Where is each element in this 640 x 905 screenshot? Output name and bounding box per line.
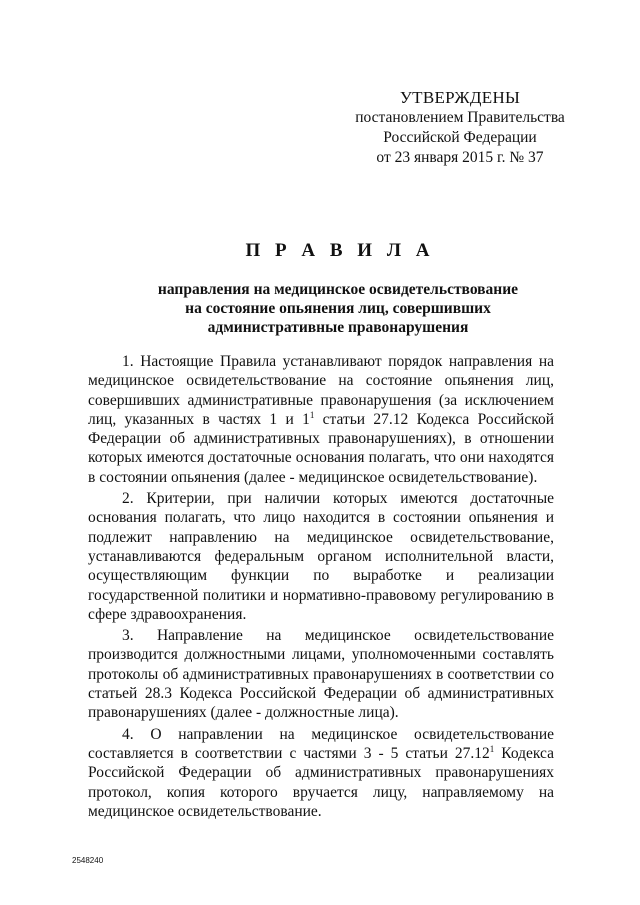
paragraph-4-part-b: Кодекса Российской Федерации об административных правонарушениях протокол, копия которого вручается лицу, направляемому на медицинское освидетельствование. — [88, 744, 555, 820]
paragraph-1-part-a: 1. Настоящие Правила устанавливают порядок направления на медицинское освидетельствование на состояние опьянения лиц, совершивших административные правонарушения (за исключением лиц, указанных в частях 1 и 1 — [88, 353, 554, 428]
paragraph-3: 3. Направление на медицинское освидетельствование производится должностными лицами, уполномоченными составлять протоколы об административных правонарушениях в соответствии со статьей 28.3 Кодекса Российской Федерации об административных правонарушениях (далее - должностные лица). — [88, 627, 554, 722]
approval-title: УТВЕРЖДЕНЫ — [399, 88, 521, 107]
subtitle-line-2: на состояние опьянения лиц, совершивших — [185, 300, 491, 317]
document-heading — [0, 240, 640, 337]
paragraph-1 — [88, 352, 554, 487]
paragraph-2: 2. Критерии, при наличии которых имеются достаточные основания полагать, что лицо находится в состоянии опьянения и подлежит направлению на медицинское освидетельствование, устанавливаются федеральным органом исполнительной власти, осуществляющим функции по выработке и реализации государственной политики и нормативно-правовому регулированию в сфере здравоохранения. — [88, 490, 554, 623]
document-body — [88, 352, 554, 823]
approval-line-2: Российской Федерации — [383, 129, 537, 146]
approval-line-1: постановлением Правительства — [355, 109, 565, 126]
document-number: 2548240 — [72, 856, 104, 865]
approval-line-3: от 23 января 2015 г. № 37 — [376, 149, 544, 166]
subtitle-line-1: направления на медицинское освидетельствование — [157, 281, 519, 298]
approval-block — [320, 88, 600, 168]
document-subtitle — [36, 280, 640, 337]
superscript: 1 — [309, 409, 315, 420]
paragraph-4 — [88, 725, 554, 821]
paragraph-4-part-a: 4. О направлении на медицинское освидетельствование составляется в соответствии с частями 3 - 5 статьи 27.12 — [88, 725, 554, 762]
superscript: 1 — [489, 743, 495, 754]
subtitle-line-3: административные правонарушения — [207, 319, 469, 336]
document-title: П Р А В И Л А — [245, 240, 435, 261]
paragraph-1-part-b: статьи 27.12 Кодекса Российской Федерации об административных правонарушениях), в отношении которых имеются достаточные основания полагать, что они находятся в состоянии опьянения (далее - медицинское освидетельствование). — [88, 410, 554, 486]
